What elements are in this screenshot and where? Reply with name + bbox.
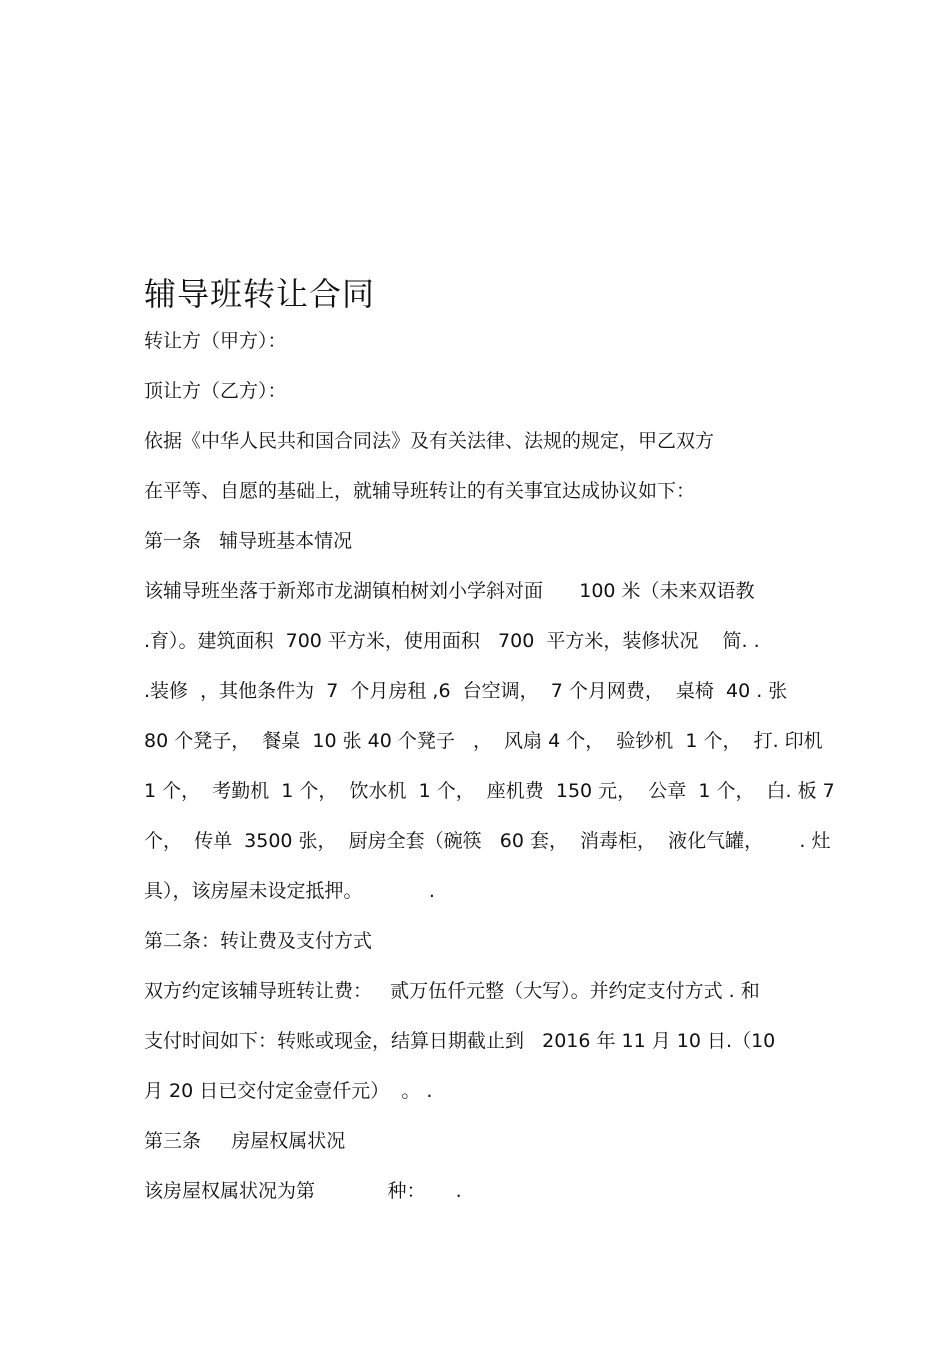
article-1-line-6: 个， 传单 3500 张， 厨房全套（碗筷 60 套， 消毒柜， 液化气罐， . 灶 xyxy=(144,830,831,852)
article-2-line-1: 双方约定该辅导班转让费： 贰万伍仟元整（大写）。并约定支付方式 . 和 xyxy=(144,980,760,1002)
party-b-line: 顶让方（乙方）： xyxy=(144,380,287,402)
article-3-line-1: 该房屋权属状况为第 种： . xyxy=(144,1180,462,1202)
article-1-line-7: 具），该房屋未设定抵押。 . xyxy=(144,880,435,902)
article-1-line-1: 该辅导班坐落于新郑市龙湖镇柏树刘小学斜对面 100 米（未来双语教 xyxy=(144,580,755,602)
article-1-line-3: .装修 ，其他条件为 7 个月房租 ,6 台空调， 7 个月网费， 桌椅 40 . 张 xyxy=(144,680,788,702)
article-3-heading: 第三条 房屋权属状况 xyxy=(144,1130,346,1152)
intro-line-1: 依据《中华人民共和国合同法》及有关法律、法规的规定，甲乙双方 xyxy=(144,430,715,452)
article-2-line-3: 月 20 日已交付定金壹仟元） 。 . xyxy=(144,1080,433,1102)
article-2-line-2: 支付时间如下：转账或现金，结算日期截止到 2016 年 11 月 10 日.（10 xyxy=(144,1030,776,1052)
document-title: 辅导班转让合同 xyxy=(144,275,376,313)
party-a-line: 转让方（甲方）： xyxy=(144,330,287,352)
intro-line-2: 在平等、自愿的基础上，就辅导班转让的有关事宜达成协议如下： xyxy=(144,480,696,502)
article-1-heading: 第一条 辅导班基本情况 xyxy=(144,530,353,552)
article-1-line-2: .育）。建筑面积 700 平方米，使用面积 700 平方米，装修状况 简. . xyxy=(144,630,760,652)
article-1-line-4: 80 个凳子， 餐桌 10 张 40 个凳子 ， 风扇 4 个， 验钞机 1 个， 打. 印机 xyxy=(144,730,823,752)
article-2-heading: 第二条：转让费及支付方式 xyxy=(144,930,373,952)
article-1-line-5: 1 个， 考勤机 1 个， 饮水机 1 个， 座机费 150 元， 公章 1 个， 白. 板 7 xyxy=(144,780,835,802)
